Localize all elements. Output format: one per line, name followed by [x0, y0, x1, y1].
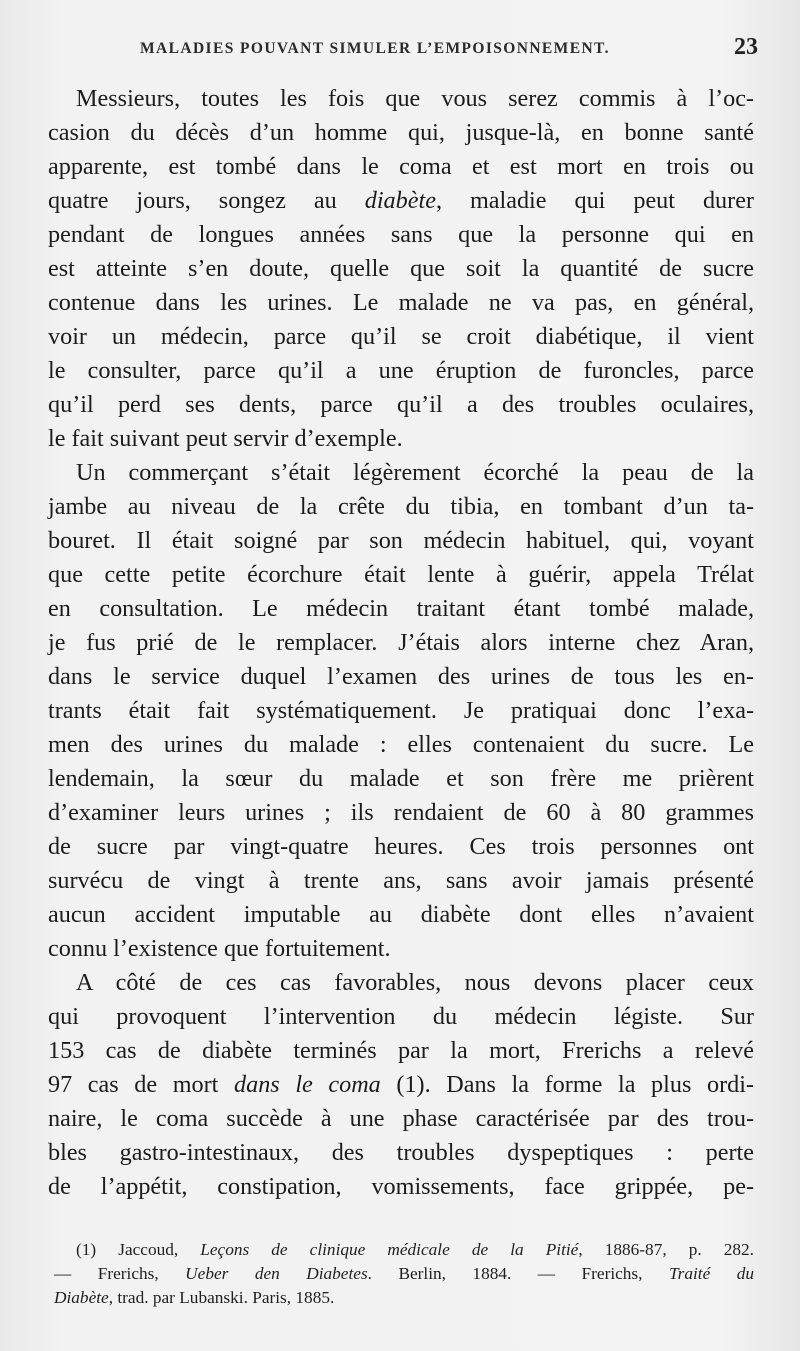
- footnote-text: . Berlin, 1884. — Frerichs,: [367, 1264, 669, 1283]
- italic-phrase: dans le coma: [234, 1071, 381, 1098]
- footnote-title: Leçons de clinique médicale de la Pitié: [200, 1240, 579, 1259]
- text-line: apparente, est tombé dans le coma et est mort en trois ou: [48, 153, 754, 180]
- text-line: je fus prié de le remplacer. J’étais alors interne chez Aran,: [48, 629, 754, 656]
- text-line: en consultation. Le médecin traitant étant tombé malade,: [48, 595, 754, 622]
- page-number: 23: [734, 34, 758, 60]
- text-line: Messieurs, toutes les fois que vous serez commis à l’oc-: [76, 85, 754, 112]
- footnote-title: Traité du: [668, 1264, 754, 1283]
- text-line-part: , maladie qui peut durer: [435, 187, 754, 214]
- footnote-title: Diabète: [54, 1288, 109, 1307]
- text-line: de l’appétit, constipation, vomissements, face grippée, pe-: [48, 1173, 754, 1200]
- text-line: 153 cas de diabète terminés par la mort, Frerichs a relevé: [48, 1037, 754, 1064]
- text-line: de sucre par vingt-quatre heures. Ces trois personnes ont: [48, 833, 754, 860]
- text-line: est atteinte s’en doute, quelle que soit la quantité de sucre: [48, 255, 754, 282]
- text-line: lendemain, la sœur du malade et son frère me prièrent: [48, 765, 754, 792]
- text-line: men des urines du malade : elles contenaient du sucre. Le: [48, 731, 754, 758]
- text-line: trants était fait systématiquement. Je pratiquai donc l’exa-: [48, 697, 754, 724]
- running-header: MALADIES POUVANT SIMULER L’EMPOISONNEMENT.: [140, 40, 610, 57]
- text-line: aucun accident imputable au diabète dont elles n’avaient: [48, 901, 754, 928]
- footnote-line: [54, 1262, 754, 1286]
- text-line: qu’il perd ses dents, parce qu’il a des troubles oculaires,: [48, 391, 754, 418]
- text-line: connu l’existence que fortuitement.: [48, 935, 391, 962]
- italic-term: diabète: [364, 187, 436, 214]
- footnote-text: , trad. par Lubanski. Paris, 1885.: [108, 1288, 335, 1307]
- text-line: d’examiner leurs urines ; ils rendaient de 60 à 80 grammes: [48, 799, 754, 826]
- text-line: dans le service duquel l’examen des urines de tous les en-: [48, 663, 754, 690]
- text-line: contenue dans les urines. Le malade ne va pas, en général,: [48, 289, 754, 316]
- text-line: le fait suivant peut servir d’exemple.: [48, 425, 403, 452]
- text-line: jambe au niveau de la crête du tibia, en tombant d’un ta-: [48, 493, 754, 520]
- footnote-text: (1) Jaccoud,: [76, 1240, 201, 1259]
- text-line-part: (1). Dans la forme la plus ordi-: [380, 1071, 754, 1098]
- text-line: voir un médecin, parce qu’il se croit diabétique, il vient: [48, 323, 754, 350]
- text-line: survécu de vingt à trente ans, sans avoir jamais présenté: [48, 867, 754, 894]
- text-line: que cette petite écorchure était lente à guérir, appela Trélat: [48, 561, 754, 588]
- text-line-part: 97 cas de mort: [48, 1071, 235, 1098]
- text-line: bouret. Il était soigné par son médecin habituel, qui, voyant: [48, 527, 754, 554]
- text-line: bles gastro-intestinaux, des troubles dyspeptiques : perte: [48, 1139, 754, 1166]
- footnote-title: Ueber den Diabetes: [185, 1264, 368, 1283]
- text-line: [48, 1068, 754, 1102]
- footnote-line: [54, 1286, 754, 1310]
- text-line: qui provoquent l’intervention du médecin légiste. Sur: [48, 1003, 754, 1030]
- text-line: le consulter, parce qu’il a une éruption de furoncles, parce: [48, 357, 754, 384]
- text-line: casion du décès d’un homme qui, jusque-là, en bonne santé: [48, 119, 754, 146]
- text-line: Un commerçant s’était légèrement écorché la peau de la: [76, 459, 754, 486]
- text-line: pendant de longues années sans que la personne qui en: [48, 221, 754, 248]
- text-line: A côté de ces cas favorables, nous devons placer ceux: [76, 969, 754, 996]
- text-line-part: quatre jours, songez au: [48, 187, 365, 214]
- footnote-line: [76, 1238, 754, 1262]
- footnote-text: — Frerichs,: [54, 1264, 186, 1283]
- text-line: naire, le coma succède à une phase caractérisée par des trou-: [48, 1105, 754, 1132]
- footnote-text: , 1886-87, p. 282.: [578, 1240, 754, 1259]
- text-line: [48, 184, 754, 218]
